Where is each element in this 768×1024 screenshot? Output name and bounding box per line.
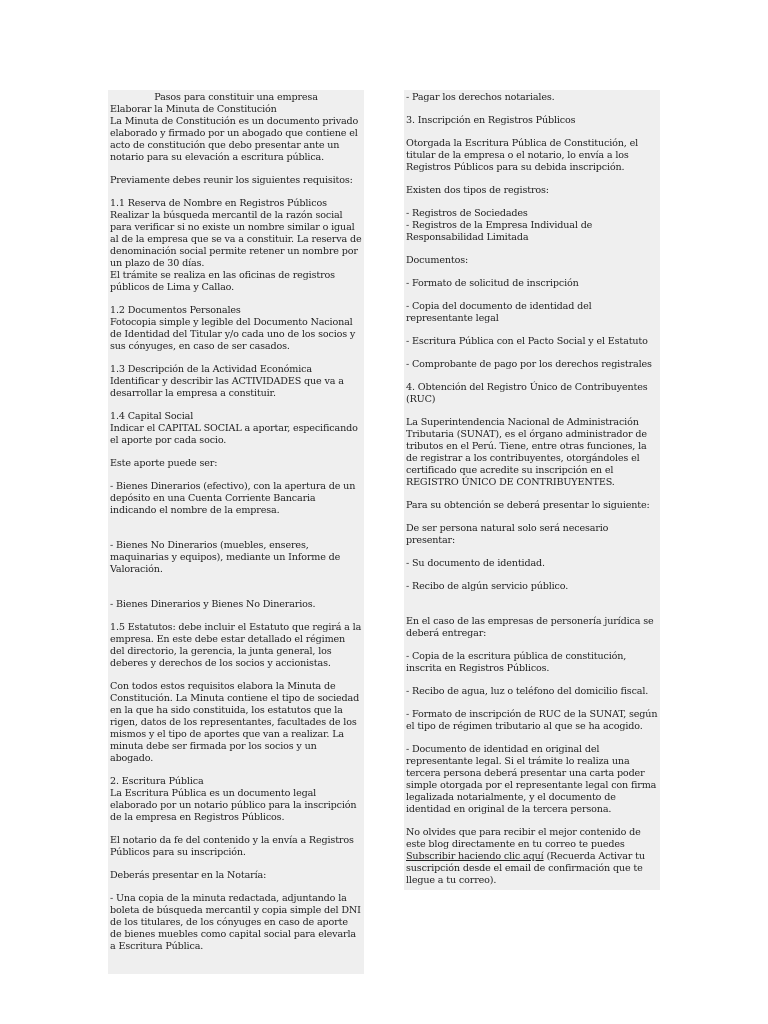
copia-text: - Una copia de la minuta redactada, adjuntando la boleta de búsqueda mercantil y copia simple del DNI de los titulares, de los cónyuges en caso de aporte de bienes muebles como capital social para elevarla a Escritura Pública.: [110, 893, 361, 952]
documentos-label: Documentos:: [406, 255, 469, 266]
natural-text: De ser persona natural solo será necesario presentar:: [406, 523, 609, 546]
doc-item: - Formato de solicitud de inscripción: [406, 278, 579, 289]
section-4-body: La Superintendencia Nacional de Administración Tributaria (SUNAT), es el órgano administrador de tributos en el Perú. Tiene, entre otras funciones, la de registrar a los contribuyentes, otorgándoles el certificado que acredite su inscripción en el REGISTRO ÚNICO DE CONTRIBUYENTES.: [406, 417, 647, 488]
section-1-4-title: 1.4 Capital Social: [110, 411, 194, 422]
aporte-text: Este aporte puede ser:: [110, 458, 218, 469]
registro-sociedades: - Registros de Sociedades: [406, 208, 528, 219]
blog-note-suffix: (Recuerda Activar tu suscripción desde el email de confirmación que te llegue a tu correo).: [406, 851, 645, 886]
left-column: [108, 90, 364, 974]
section-3-title: 3. Inscripción en Registros Públicos: [406, 115, 576, 126]
intro-text: La Minuta de Constitución es un documento privado elaborado y firmado por un abogado que contiene el acto de constitución que debo presentar ante un notario para su elevación a escritura pública.: [110, 116, 359, 163]
juridica-item: - Formato de inscripción de RUC de la SUNAT, según el tipo de régimen tributario al que se ha acogido.: [406, 709, 658, 732]
registro-eirl: - Registros de la Empresa Individual de Responsabilidad Limitada: [406, 220, 593, 243]
section-heading: Elaborar la Minuta de Constitución: [110, 104, 277, 115]
section-4-title: 4. Obtención del Registro Único de Contribuyentes (RUC): [406, 382, 648, 405]
section-1-3-body: Identificar y describir las ACTIVIDADES que va a desarrollar la empresa a constituir.: [110, 376, 344, 399]
tipos-text: Existen dos tipos de registros:: [406, 185, 549, 196]
blog-note-text: No olvides que para recibir el mejor contenido de este blog directamente en tu correo te puedes: [406, 827, 641, 850]
section-1-5: 1.5 Estatutos: debe incluir el Estatuto que regirá a la empresa. En este debe estar detallado el régimen del directorio, la gerencia, la junta general, los deberes y derechos de los socios y accionistas.: [110, 622, 362, 669]
natural-item: - Su documento de identidad.: [406, 558, 545, 569]
page-title: Pasos para constituir una empresa: [154, 92, 318, 103]
bienes-no-dinerarios: - Bienes No Dinerarios (muebles, enseres, maquinarias y equipos), mediante un Informe de Valoración.: [110, 540, 341, 575]
juridica-item: - Documento de identidad en original del representante legal. Si el trámite lo realiza una tercera persona deberá presentar una carta poder simple otorgada por el representante legal con firma legalizada notarialmente, y el documento de identidad en original de la tercera persona.: [406, 744, 657, 815]
subscribe-link[interactable]: Subscribir haciendo clic aquí: [406, 851, 544, 862]
juridica-item: - Copia de la escritura pública de constitución, inscrita en Registros Públicos.: [406, 651, 627, 674]
section-1-2-body: Fotocopia simple y legible del Documento Nacional de Identidad del Titular y/o cada uno de los socios y sus cónyuges, en caso de ser casados.: [110, 317, 356, 352]
blog-note: [406, 827, 658, 887]
section-2-body: La Escritura Pública es un documento legal elaborado por un notario público para la inscripción de la empresa en Registros Públicos.: [110, 788, 357, 823]
doc-item: - Comprobante de pago por los derechos registrales: [406, 359, 652, 370]
notario-text: El notario da fe del contenido y la envía a Registros Públicos para su inscripción.: [110, 835, 354, 858]
section-2-title: 2. Escritura Pública: [110, 776, 204, 787]
minuta-text: Con todos estos requisitos elabora la Minuta de Constitución. La Minuta contiene el tipo de sociedad en la que ha sido constituida, los estatutos que la rigen, datos de los representantes, facultades de los mismos y el tipo de aportes que van a realizar. La minuta debe ser firmada por los socios y un abogado.: [110, 681, 360, 764]
juridica-item: - Recibo de agua, luz o teléfono del domicilio fiscal.: [406, 686, 649, 697]
pagar-text: - Pagar los derechos notariales.: [406, 92, 555, 103]
section-1-1-body-2: El trámite se realiza en las oficinas de registros públicos de Lima y Callao.: [110, 270, 335, 293]
natural-item: - Recibo de algún servicio público.: [406, 581, 569, 592]
section-3-body: Otorgada la Escritura Pública de Constitución, el titular de la empresa o el notario, lo envía a los Registros Públicos para su debida inscripción.: [406, 138, 639, 173]
bienes-ambos: - Bienes Dinerarios y Bienes No Dinerarios.: [110, 599, 316, 610]
requisitos-text: Previamente debes reunir los siguientes requisitos:: [110, 175, 353, 186]
notaria-text: Deberás presentar en la Notaría:: [110, 870, 267, 881]
section-1-1-title: 1.1 Reserva de Nombre en Registros Públicos: [110, 198, 327, 209]
doc-item: - Copia del documento de identidad del representante legal: [406, 301, 592, 324]
obtencion-text: Para su obtención se deberá presentar lo siguiente:: [406, 500, 650, 511]
section-1-2-title: 1.2 Documentos Personales: [110, 305, 241, 316]
bienes-dinerarios: - Bienes Dinerarios (efectivo), con la apertura de un depósito en una Cuenta Corriente Bancaria indicando el nombre de la empresa.: [110, 481, 356, 516]
right-column: [404, 90, 660, 890]
section-1-3-title: 1.3 Descripción de la Actividad Económica: [110, 364, 312, 375]
juridica-text: En el caso de las empresas de personería jurídica se deberá entregar:: [406, 616, 654, 639]
doc-item: - Escritura Pública con el Pacto Social y el Estatuto: [406, 336, 648, 347]
section-1-1-body: Realizar la búsqueda mercantil de la razón social para verificar si no existe un nombre similar o igual al de la empresa que se va a constituir. La reserva de denominación social permite retener un nombre por un plazo de 30 días.: [110, 210, 362, 269]
section-1-4-body: Indicar el CAPITAL SOCIAL a aportar, especificando el aporte por cada socio.: [110, 423, 358, 446]
